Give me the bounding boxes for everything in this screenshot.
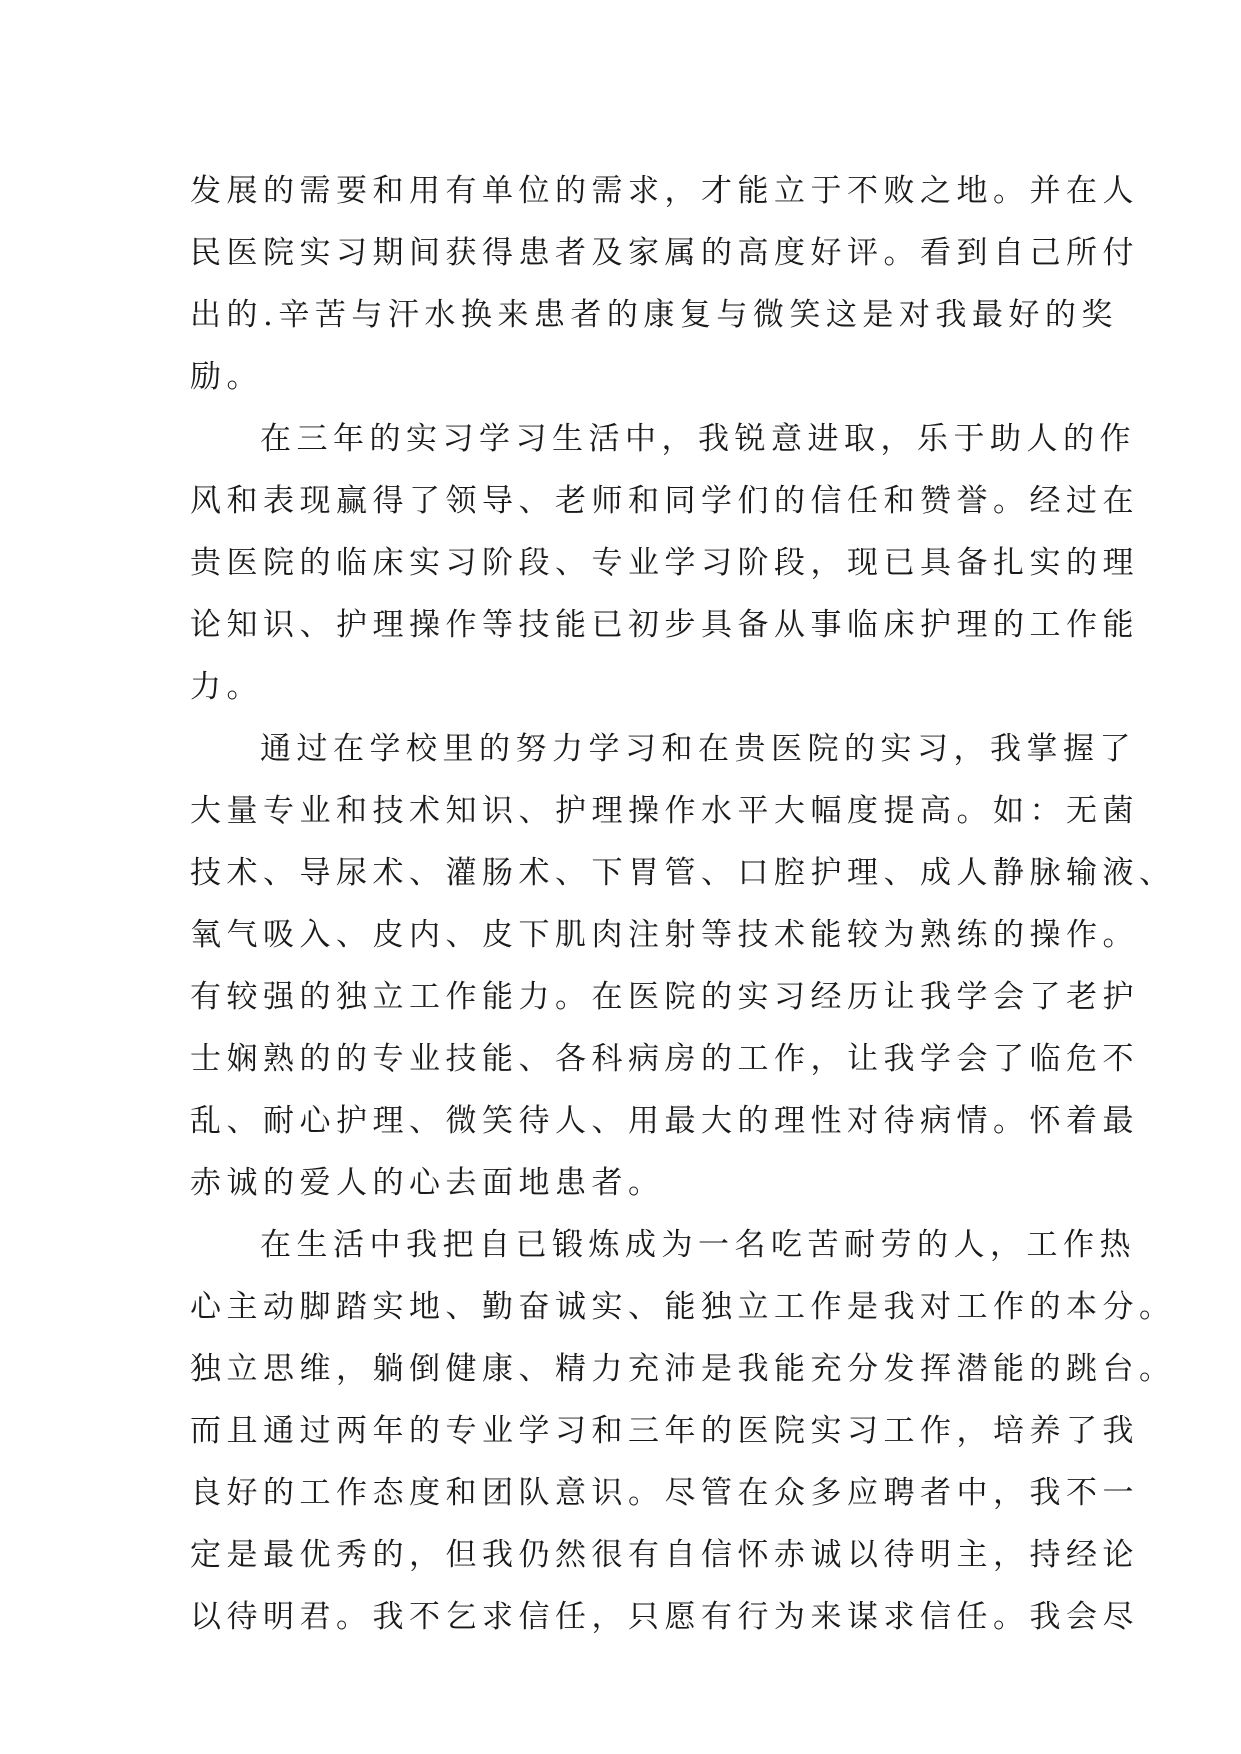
text-line: 赤诚的爱人的心去面地患者。 [190,1165,665,1201]
paragraph-first-line: 在生活中我把自已锻炼成为一名吃苦耐劳的人，工作热 [260,1227,1136,1263]
text-line: 而且通过两年的专业学习和三年的医院实习工作，培养了我 [190,1413,1139,1449]
text-line: 论知识、护理操作等技能已初步具备从事临床护理的工作能 [190,607,1139,643]
text-line: 乱、耐心护理、微笑待人、用最大的理性对待病情。怀着最 [190,1103,1139,1139]
paragraph-first-line: 通过在学校里的努力学习和在贵医院的实习，我掌握了 [260,731,1136,767]
text-line: 心主动脚踏实地、勤奋诚实、能独立工作是我对工作的本分。 [190,1289,1176,1325]
text-line: 大量专业和技术知识、护理操作水平大幅度提高。如：无菌 [190,793,1139,829]
text-line: 有较强的独立工作能力。在医院的实习经历让我学会了老护 [190,979,1139,1015]
paragraph-first-line: 在三年的实习学习生活中，我锐意进取，乐于助人的作 [260,421,1136,457]
text-line: 励。 [190,359,263,395]
text-line: 发展的需要和用有单位的需求，才能立于不败之地。并在人 [190,173,1139,209]
text-line: 力。 [190,669,263,705]
text-line: 定是最优秀的，但我仍然很有自信怀赤诚以待明主，持经论 [190,1537,1139,1573]
text-line: 出的.辛苦与汗水换来患者的康复与微笑这是对我最好的奖 [190,297,1118,333]
text-line: 风和表现赢得了领导、老师和同学们的信任和赞誉。经过在 [190,483,1139,519]
text-line: 良好的工作态度和团队意识。尽管在众多应聘者中，我不一 [190,1475,1139,1511]
text-line: 民医院实习期间获得患者及家属的高度好评。看到自己所付 [190,235,1139,271]
text-line: 贵医院的临床实习阶段、专业学习阶段，现已具备扎实的理 [190,545,1139,581]
text-line: 技术、导尿术、灌肠术、下胃管、口腔护理、成人静脉输液、 [190,855,1176,891]
text-line: 以待明君。我不乞求信任，只愿有行为来谋求信任。我会尽 [190,1599,1139,1635]
text-line: 士娴熟的的专业技能、各科病房的工作，让我学会了临危不 [190,1041,1139,1077]
text-line: 氧气吸入、皮内、皮下肌肉注射等技术能较为熟练的操作。 [190,917,1139,953]
text-line: 独立思维，躺倒健康、精力充沛是我能充分发挥潜能的跳台。 [190,1351,1176,1387]
body-text [190,160,1176,1648]
